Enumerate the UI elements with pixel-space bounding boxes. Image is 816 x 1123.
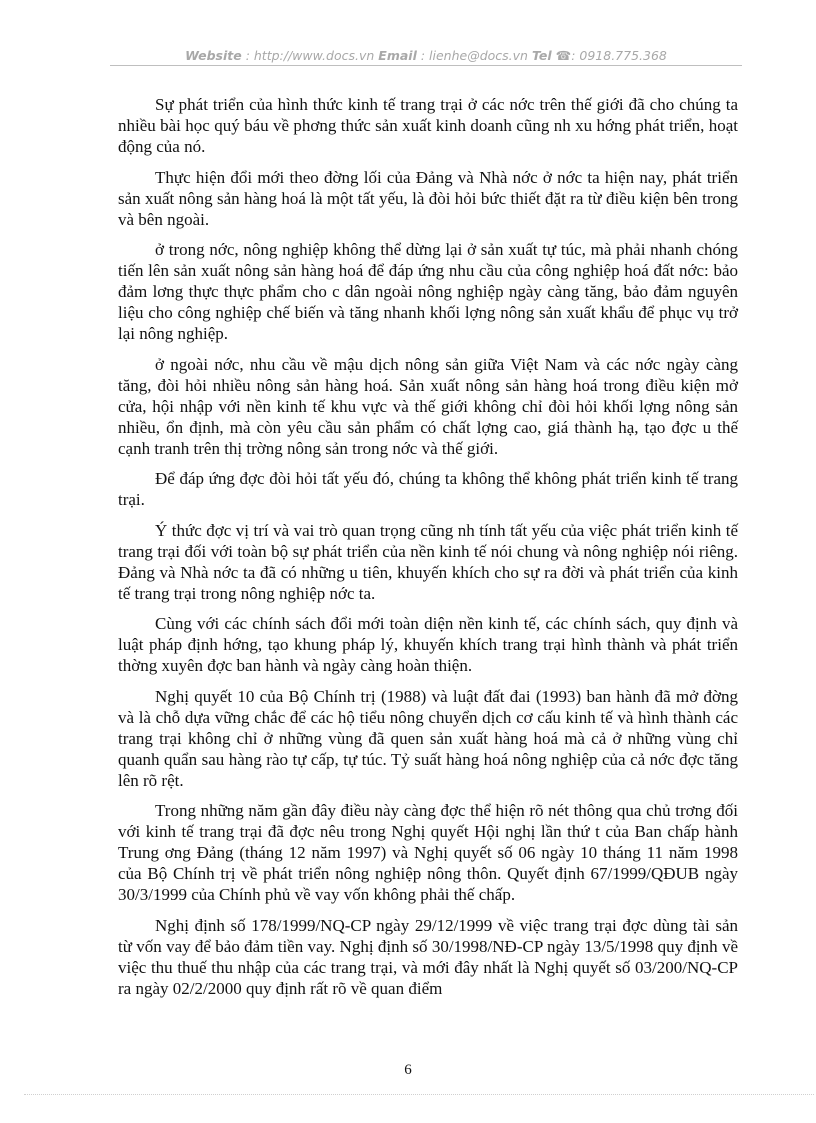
page-bottom-divider [24, 1094, 814, 1095]
email-label: Email [378, 48, 417, 63]
website-url[interactable]: : http://www.docs.vn [245, 48, 375, 63]
paragraph: ở ngoài nớc, nhu cầu về mậu dịch nông sản giữa Việt Nam và các nớc ngày càng tăng, đòi hỏi nhiều nông sản hàng hoá. Sản xuất nông sản hàng hoá trong điều kiện mở cửa, hội nhập với nền kinh tế khu vực và thế giới không chỉ đòi hỏi khối lợng nông sản nhiều, ổn định, mà còn yêu cầu sản phẩm có chất lợng cao, giá thành hạ, tạo đợc u thế cạnh tranh trên thị trờng nông sản trong nớc và thế giới. [118, 354, 738, 458]
paragraph: Thực hiện đổi mới theo đờng lối của Đảng và Nhà nớc ở nớc ta hiện nay, phát triển sản xuất nông sản hàng hoá là một tất yếu, là đòi hỏi bức thiết đặt ra từ điều kiện bên trong và bên ngoài. [118, 167, 738, 229]
paragraph: ở trong nớc, nông nghiệp không thể dừng lại ở sản xuất tự túc, mà phải nhanh chóng tiến lên sản xuất nông sản hàng hoá để đáp ứng nhu cầu của công nghiệp hoá đất nớc: bảo đảm lơng thực thực phẩm cho c dân ngoài nông nghiệp ngày càng tăng, bảo đảm nguyên liệu cho công nghiệp chế biến và tăng nhanh khối lợng nông sản xuất khẩu để phục vụ trở lại nông nghiệp. [118, 240, 738, 343]
paragraph: Trong những năm gần đây điều này càng đợc thể hiện rõ nét thông qua chủ trơng đối với kinh tế trang trại đã đợc nêu trong Nghị quyết Hội nghị lần thứ t của Ban chấp hành Trung ơng Đảng (tháng 12 năm 1997) và Nghị quyết số 06 ngày 10 tháng 11 năm 1998 của Bộ Chính trị về phát triển nông nghiệp nông thôn. Quyết định 67/1999/QĐUB ngày 30/3/1999 của Chính phủ về vay vốn không phải thế chấp. [118, 801, 738, 904]
paragraph: Nghị định số 178/1999/NQ-CP ngày 29/12/1999 về việc trang trại đợc dùng tài sản từ vốn vay để bảo đảm tiền vay. Nghị định số 30/1998/NĐ-CP ngày 13/5/1998 quy định về việc thu thuế thu nhập của các trang trại, và mới đây nhất là Nghị quyết số 03/200/NQ-CP ra ngày 02/2/2000 quy định rất rõ về quan điểm [118, 915, 738, 998]
header-divider [110, 65, 742, 66]
paragraph: Cùng với các chính sách đổi mới toàn diện nền kinh tế, các chính sách, quy định và luật pháp định hớng, tạo khung pháp lý, khuyến khích trang trại hình thành và phát triển thờng xuyên đợc ban hành và ngày càng hoàn thiện. [118, 614, 738, 675]
tel-number: : 0918.775.368 [571, 48, 667, 63]
email-address[interactable]: : lienhe@docs.vn [420, 48, 528, 63]
paragraph: Để đáp ứng đợc đòi hỏi tất yếu đó, chúng ta không thể không phát triển kinh tế trang trại. [118, 469, 738, 509]
website-label: Website [185, 48, 242, 63]
document-body [118, 94, 738, 1008]
paragraph: Sự phát triển của hình thức kinh tế trang trại ở các nớc trên thế giới đã cho chúng ta nhiều bài học quý báu về phơng thức sản xuất kinh doanh cũng nh xu hớng phát triển, hoạt động của nó. [118, 95, 738, 156]
paragraph: Nghị quyết 10 của Bộ Chính trị (1988) và luật đất đai (1993) ban hành đã mở đờng và là chỗ dựa vững chắc để các hộ tiểu nông chuyển dịch cơ cấu kinh tế và hình thành các trang trại không chỉ ở những vùng đã quen sản xuất hàng hoá mà cả ở những vùng chỉ quanh quẩn sau hàng rào tự cấp, tự túc. Tỷ suất hàng hoá nông nghiệp của cả nớc đợc tăng lên rõ rệt. [118, 686, 738, 790]
phone-icon: ☎ [555, 48, 572, 63]
paragraph: Ý thức đợc vị trí và vai trò quan trọng cũng nh tính tất yếu của việc phát triển kinh tế trang trại đối với toàn bộ sự phát triển của nền kinh tế nói chung và nông nghiệp nói riêng. Đảng và Nhà nớc ta đã có những u tiên, khuyến khích cho sự ra đời và phát triển của kinh tế trang trại trong nông nghiệp nớc ta. [118, 520, 738, 603]
page-number: 6 [404, 1062, 412, 1078]
page-header [110, 48, 742, 63]
tel-label: Tel [531, 48, 552, 63]
